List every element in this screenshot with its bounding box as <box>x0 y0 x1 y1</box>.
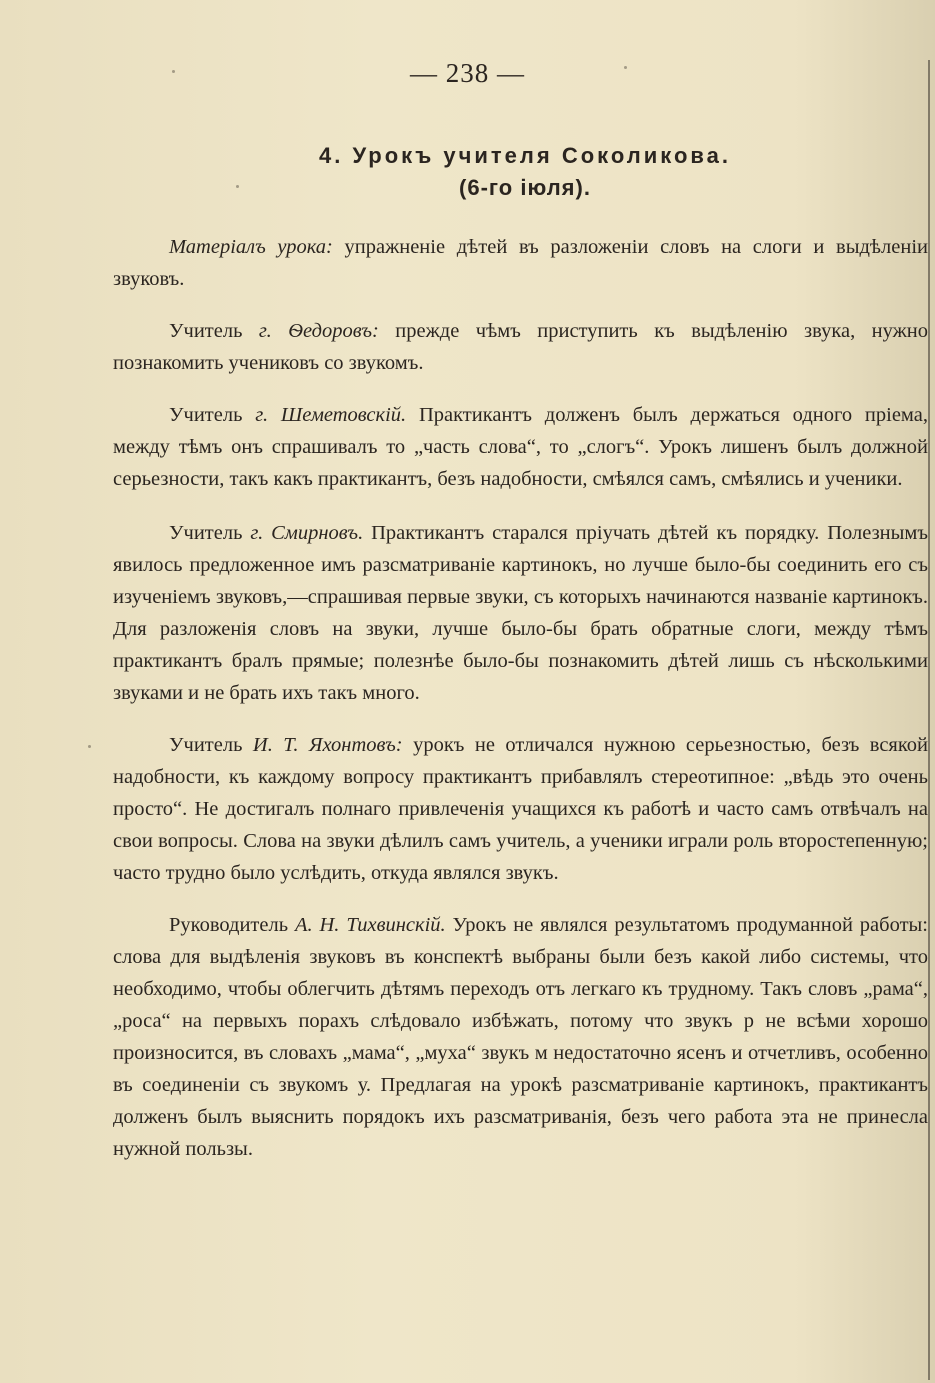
page-number: — 238 — <box>410 58 525 88</box>
paper-speck <box>624 66 627 69</box>
page-edge-line <box>928 60 930 1380</box>
paragraph-prefix: Руководитель <box>169 914 295 936</box>
paragraph <box>113 909 928 1165</box>
paragraph-prefix: Учитель <box>169 320 259 342</box>
paragraph <box>113 315 928 379</box>
paragraph-text: упражненіе дѣтей въ разложеніи словъ на слоги и выдѣленіи звуковъ. <box>113 236 928 290</box>
paper-speck <box>88 745 91 748</box>
body-text <box>113 231 928 1185</box>
paragraph-lead: А. Н. Тихвинскій. <box>294 914 446 936</box>
paragraph-lead: Матеріалъ урока: <box>169 236 333 258</box>
section-date: (6-го іюля). <box>459 175 591 200</box>
section-title: 4. Урокъ учителя Соколикова. <box>319 143 731 168</box>
paragraph <box>113 231 928 295</box>
paragraph-lead: И. Т. Яхонтовъ: <box>252 734 403 756</box>
paragraph-lead: г. Смирновъ. <box>250 522 364 544</box>
paragraph-prefix: Учитель <box>169 522 251 544</box>
paper-speck <box>172 70 175 73</box>
paragraph <box>113 517 928 709</box>
paragraph-text: урокъ не отличался нужною серьезностью, безъ всякой надобности, къ каждому вопросу практикантъ прибавлялъ стереотипное: „вѣдь это очень просто“. Не достигалъ полнаго привлеченія учащихся къ работѣ и часто самъ отвѣчалъ на свои вопросы. Слова на звуки дѣлилъ самъ учитель, а ученики играли роль второстепенную; часто трудно было услѣдить, откуда являлся звукъ. <box>113 734 929 884</box>
paragraph-text: Урокъ не являлся результатомъ продуманной работы: слова для выдѣленія звуковъ въ конспектѣ выбраны были безъ какой либо системы, что необходимо, чтобы облегчить дѣтямъ переходъ отъ легкаго къ трудному. Такъ словъ „рама“, „роса“ на первыхъ порахъ слѣдовало избѣжать, потому что звукъ р не всѣми хорошо произносится, въ словахъ „мама“, „муха“ звукъ м недостаточно ясенъ и отчетливъ, особенно въ соединеніи съ звукомъ у. Предлагая на урокѣ разсматриваніе картинокъ, практикантъ долженъ былъ выяснить порядокъ ихъ разсматриванія, безъ чего работа эта не принесла нужной пользы. <box>113 914 928 1160</box>
paragraph-prefix: Учитель <box>169 734 253 756</box>
paragraph-lead: г. Шеметовскій. <box>255 404 407 426</box>
section-heading <box>0 140 935 204</box>
paragraph-lead: г. Ѳедоровъ: <box>258 320 379 342</box>
paper-speck <box>236 185 239 188</box>
paragraph-text: прежде чѣмъ приступить къ выдѣленію звука, нужно познакомить учениковъ со звукомъ. <box>113 320 928 374</box>
paragraph-prefix: Учитель <box>169 404 256 426</box>
paragraph-text: Практикантъ старался пріучать дѣтей къ порядку. Полезнымъ явилось предложенное имъ разсматриваніе картинокъ, но лучше было-бы соединить его съ изученіемъ звуковъ,—спрашивая первые звуки, съ которыхъ начинаются названіе картинокъ. Для разложенія словъ на звуки, лучше было-бы брать обратные слоги, между тѣмъ практикантъ бралъ прямые; полезнѣе было-бы познакомить дѣтей лишь съ нѣсколькими звуками и не брать ихъ такъ много. <box>113 522 928 704</box>
paragraph <box>113 729 928 889</box>
paragraph-text: Практикантъ долженъ былъ держаться одного пріема, между тѣмъ онъ спрашивалъ то „часть слова“, то „слогъ“. Урокъ лишенъ былъ должной серьезности, такъ какъ практикантъ, безъ надобности, смѣялся самъ, смѣялись и ученики. <box>113 404 928 490</box>
paragraph <box>113 399 928 495</box>
